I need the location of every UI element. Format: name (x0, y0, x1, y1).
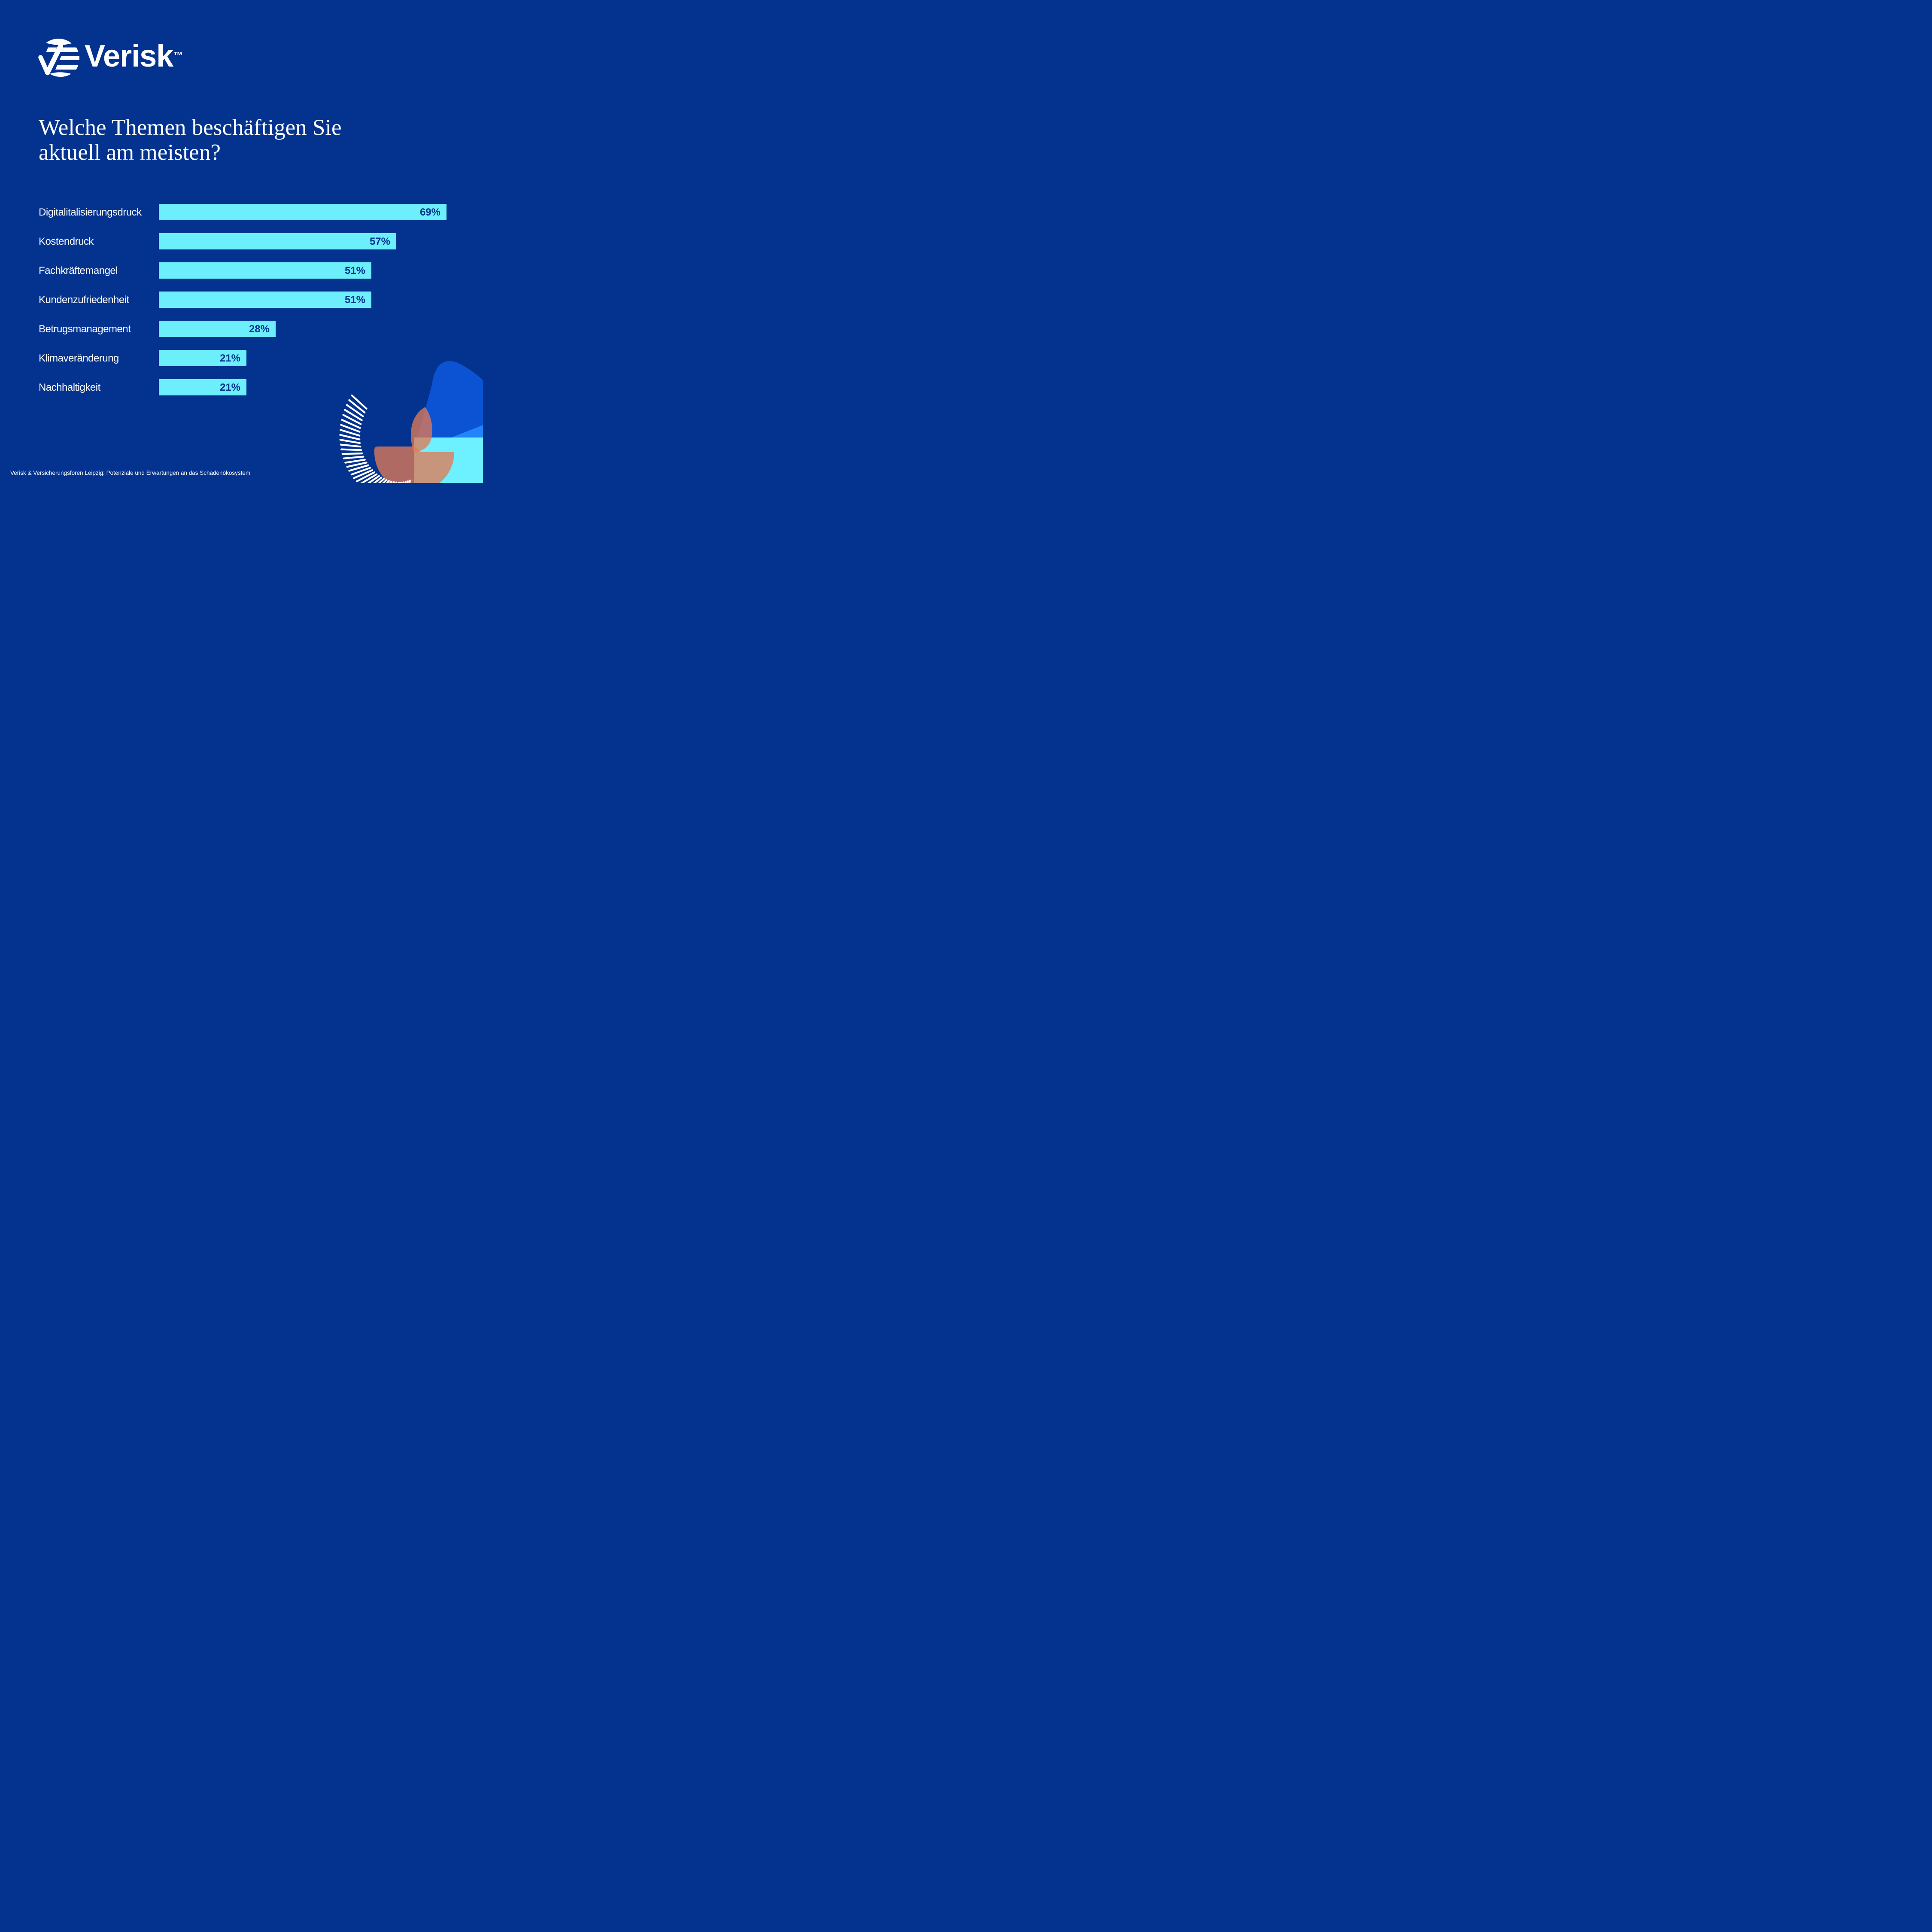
bar-label: Betrugsmanagement (39, 323, 131, 335)
bar (159, 379, 246, 395)
chart-row (0, 379, 483, 395)
bar-label: Nachhaltigkeit (39, 382, 100, 393)
bar-value: 57% (369, 236, 390, 247)
bar (159, 321, 276, 337)
verisk-wordmark: Verisk (85, 39, 173, 73)
source-note: Verisk & Versicherungsforen Leipzig: Potenziale und Erwartungen an das Schadenökosystem (10, 470, 251, 476)
chart-row (0, 233, 483, 249)
page-title: Welche Themen beschäftigen Sie aktuell am meisten? (39, 115, 342, 165)
bar (159, 204, 447, 220)
bar-label: Klimaveränderung (39, 352, 119, 364)
bar (159, 350, 246, 366)
bar-value: 21% (219, 382, 240, 393)
chart-row (0, 204, 483, 220)
chart-row (0, 262, 483, 279)
bar-chart (0, 0, 483, 483)
bar-label: Kostendruck (39, 236, 94, 247)
bar (159, 292, 371, 308)
infographic-page (0, 0, 483, 483)
bar (159, 262, 371, 279)
chart-row (0, 292, 483, 308)
bar-value: 51% (344, 265, 365, 276)
bar-value: 69% (419, 207, 440, 218)
bar-value: 28% (249, 323, 270, 335)
chart-row (0, 350, 483, 366)
bar-label: Kundenzufriedenheit (39, 294, 129, 306)
bar (159, 233, 396, 249)
trademark-symbol: ™ (173, 50, 183, 61)
bar-label: Fachkräftemangel (39, 265, 118, 276)
chart-row (0, 321, 483, 337)
bar-value: 21% (219, 352, 240, 364)
bar-label: Digitalitalisierungsdruck (39, 207, 142, 218)
bar-value: 51% (344, 294, 365, 306)
